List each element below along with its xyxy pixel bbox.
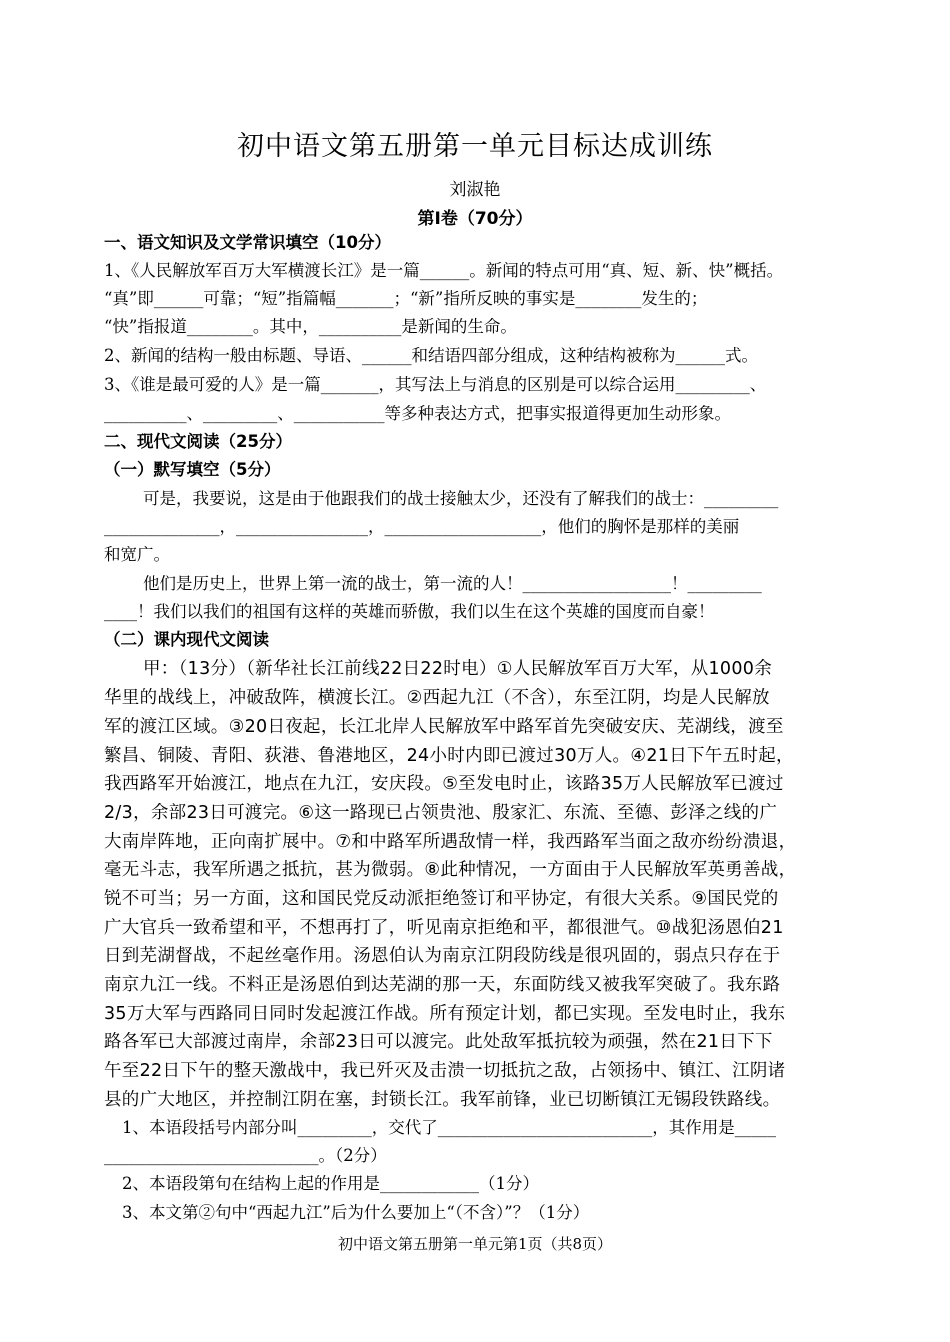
- passage-line: 35万大军与西路同日同时发起渡江作战。所有预定计划，都已实现。至发电时止，我东: [104, 1004, 786, 1024]
- passage-line: 我西路军开始渡江，地点在九江，安庆段。⑤至发电时止，该路35万人民解放军已渡过: [104, 774, 784, 794]
- section1-line: “快”指报道________。其中，__________是新闻的生命。: [104, 317, 517, 336]
- section1-line: 1、《人民解放军百万大军横渡长江》是一篇______。新闻的特点可用“真、短、新、快”概括。: [104, 261, 784, 280]
- section1-heading: 一、语文知识及文学常识填空（10分）: [104, 233, 391, 252]
- passage-line: 军的渡江区域。③20日夜起，长江北岸人民解放军中路军首先突破安庆、芜湖线，渡至: [104, 717, 784, 737]
- passage-line: 广大官兵一致希望和平，不想再打了，听见南京拒绝和平，都很泄气。⑩战犯汤恩伯21: [104, 918, 784, 938]
- part2-heading: （二）课内现代文阅读: [104, 630, 269, 649]
- question-line: 1、本语段括号内部分叫_________，交代了__________________________，其作用是_____: [122, 1118, 776, 1137]
- passage-line: 大南岸阵地，正向南扩展中。⑦和中路军所遇敌情一样，我西路军当面之敌亦纷纷溃退，: [104, 832, 797, 852]
- page-title: 初中语文第五册第一单元目标达成训练: [237, 131, 713, 162]
- recitation-line: ______________，________________，___________________，他们的胸怀是那样的美丽: [104, 517, 740, 536]
- question-line: __________________________。（2分）: [104, 1146, 387, 1165]
- page-footer: 初中语文第五册第一单元第1页（共8页）: [337, 1235, 613, 1253]
- passage-line: 锐不可当；另一方面，这和国民党反动派拒绝签订和平协定，有很大关系。⑨国民党的: [104, 889, 779, 909]
- passage-line: 南京九江一线。不料正是汤恩伯到达芜湖的那一天，东面防线又被我军突破了。我东路: [104, 975, 781, 995]
- passage-line: 午至22日下午的整天激战中，我已歼灭及击溃一切抵抗之敌，占领扬中、镇江、江阴诸: [104, 1061, 786, 1081]
- passage-line: 繁昌、铜陵、青阳、荻港、鲁港地区，24小时内即已渡过30万人。④21日下午五时起，: [104, 746, 794, 766]
- passage-line: 日到芜湖督战，不起丝毫作用。汤恩伯认为南京江阴段防线是很巩固的，弱点只存在于: [104, 946, 781, 966]
- section1-line: “真”即______可靠；“短”指篇幅_______；“新”指所反映的事实是________发生的；: [104, 289, 708, 308]
- volume-heading: 第Ⅰ卷（70分）: [417, 209, 533, 229]
- passage-line: 县的广大地区，并控制江阴在塞，封锁长江。我军前锋，业已切断镇江无锡段铁路线。: [104, 1090, 781, 1110]
- passage-line: 毫无斗志，我军所遇之抵抗，甚为微弱。⑧此种情况，一方面由于人民解放军英勇善战，: [104, 860, 797, 880]
- passage-line: 华里的战线上，冲破敌阵，横渡长江。②西起九江（不含），东至江阴，均是人民解放: [104, 688, 770, 708]
- section1-line: 3、《谁是最可爱的人》是一篇_______，其写法上与消息的区别是可以综合运用_________、: [104, 375, 767, 394]
- section2-heading: 二、现代文阅读（25分）: [104, 432, 292, 451]
- passage-line: 甲：（13分）（新华社长江前线22日22时电）①人民解放军百万大军，从1000余: [143, 659, 773, 679]
- question-line: 3、本文第②句中“西起九江”后为什么要加上“（不含）”？（1分）: [122, 1203, 590, 1222]
- recitation-line: 和宽广。: [104, 545, 170, 564]
- author-name: 刘淑艳: [449, 180, 501, 200]
- passage-line: 2/3，余部23日可渡完。⑥这一路现已占领贵池、殷家汇、东流、至德、彭泽之线的广: [104, 803, 778, 823]
- section1-line: __________、_________、___________等多种表达方式，把事实报道得更加生动形象。: [104, 404, 731, 423]
- recitation-line: ____！我们以我们的祖国有这样的英雄而骄傲，我们以生在这个英雄的国度而自豪！: [104, 602, 715, 621]
- recitation-line: 他们是历史上，世界上第一流的战士，第一流的人！__________________！_________: [143, 574, 762, 593]
- recitation-line: 可是，我要说，这是由于他跟我们的战士接触太少，还没有了解我们的战士：_________: [143, 489, 779, 508]
- part1-heading: （一）默写填空（5分）: [104, 460, 281, 479]
- question-line: 2、本语段第句在结构上起的作用是____________（1分）: [122, 1174, 539, 1193]
- passage-line: 路各军已大部渡过南岸，余部23日可以渡完。此处敌军抵抗较为顽强，然在21日下下: [104, 1032, 773, 1052]
- section1-line: 2、新闻的结构一般由标题、导语、______和结语四部分组成，这种结构被称为______式。: [104, 346, 758, 365]
